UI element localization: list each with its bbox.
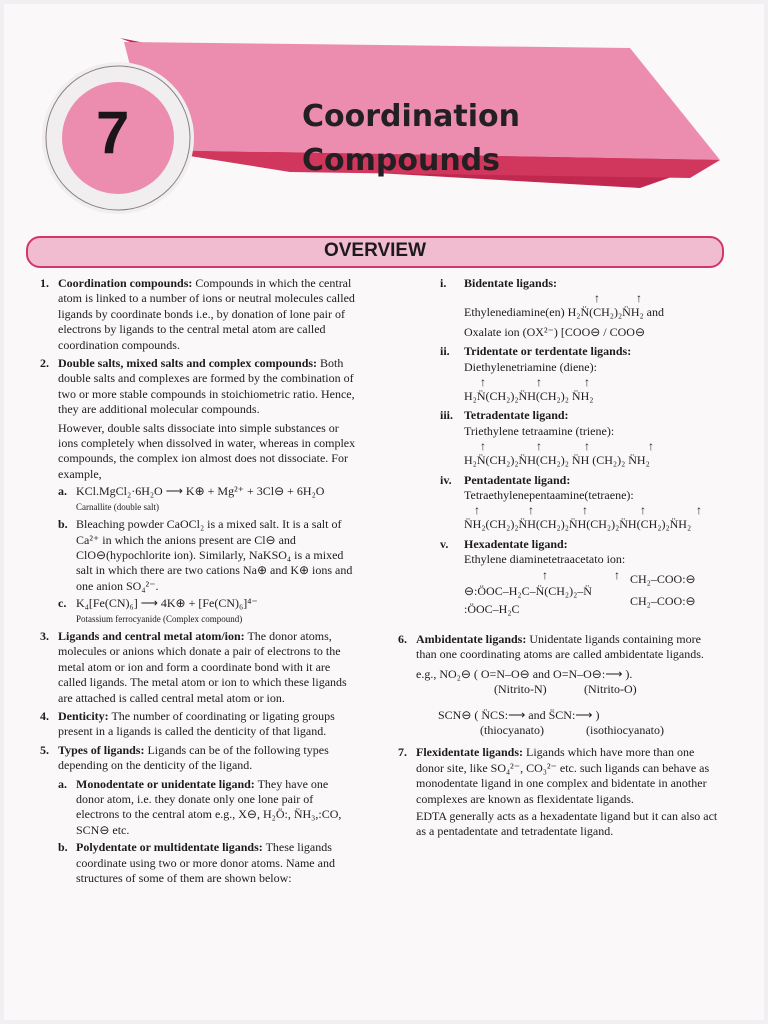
item-text: The donor atoms, molecules or anions which donate a pair of electrons to the metal atom or ion and form a coordinate bond with it are called ligands. The metal atom or ion to which these ligands are attached is called central metal atom or ion. (58, 628, 347, 705)
list-item-denticity (40, 709, 358, 740)
ligand-heading: Tridentate or terdentate ligands: (464, 344, 632, 359)
up-arrow-icon: ↑ (696, 503, 702, 518)
up-arrow-icon: ↑ (584, 375, 590, 390)
list-item-coordination-compounds (40, 276, 358, 353)
ligand-name: Triethylene tetraamine (triene): (464, 423, 615, 438)
list-item-flexidentate (398, 745, 722, 839)
nitrite-labels (416, 682, 722, 698)
ligand-name: Ethylene diaminetetraacetato ion: (464, 552, 626, 567)
item-heading: Double salts, mixed salts and complex compounds: (58, 356, 318, 371)
item-number: 2. (40, 356, 49, 371)
item-heading: Coordination compounds: (58, 276, 193, 290)
sub-number: c. (58, 596, 67, 611)
formula-tetraene: N̈H₂(CH₂)₂N̈H(CH₂)₂N̈H(CH₂)₂N̈H(CH₂)₂N̈H₂ (464, 517, 692, 532)
sub-item-c-ferrocyanide (40, 596, 358, 627)
up-arrow-icon: ↑ (636, 291, 642, 306)
list-item-double-salts (40, 356, 358, 418)
chapter-number: 7 (96, 99, 130, 166)
chapter-title (302, 95, 520, 183)
left-column (40, 276, 358, 888)
sub-number: b. (58, 517, 68, 532)
ligand-heading: Tetradentate ligand: (464, 408, 569, 423)
item-number: 1. (40, 276, 49, 290)
sub-item-monodentate (40, 777, 358, 839)
up-arrow-icon: ↑ (594, 291, 600, 306)
sub-item-b-bleaching-powder (40, 517, 358, 594)
edta-part: CH₂–COO:⊖ (630, 571, 696, 586)
item-number: 6. (398, 631, 407, 646)
list-item-ligands (40, 629, 358, 706)
up-arrow-icon: ↑ (542, 567, 548, 582)
roman-number: i. (440, 276, 447, 290)
ligand-name: Diethylenetriamine (diene): (464, 359, 597, 374)
ligand-heading: Hexadentate ligand: (464, 536, 568, 551)
sub-text: These ligands coordinate using two or more donor atoms. Name and structures of some of them are shown below: (76, 840, 335, 886)
ligand-tridentate (398, 344, 722, 404)
roman-number: iii. (440, 408, 454, 423)
ligand-hexadentate (398, 537, 722, 626)
ligand-name: Tetraethylenepentaamine(tetraene): (464, 488, 634, 503)
item-heading: Types of ligands: (58, 742, 145, 757)
ligand-tetradentate (398, 408, 722, 468)
edta-part: :ÖOC–H₂C (464, 601, 520, 616)
sub-item-polydentate (40, 840, 358, 886)
formula-oxalate: Oxalate ion (OX²⁻) [COO⊖ / COO⊖ (464, 324, 646, 339)
roman-number: v. (440, 536, 449, 551)
formula: K₄[Fe(CN)₆] ⟶ 4K⊕ + [Fe(CN)₆]⁴⁻ (76, 596, 258, 611)
sub-number: a. (58, 484, 67, 499)
sub-item-a-carnallite (40, 484, 358, 515)
roman-number: iv. (440, 472, 452, 487)
label-nitrito-o: (Nitrito-O) (584, 681, 637, 696)
sub-heading: Polydentate or multidentate ligands: (76, 840, 263, 855)
up-arrow-icon: ↑ (480, 375, 486, 390)
item-number: 4. (40, 708, 49, 723)
formula-caption: Potassium ferrocyanide (Complex compound) (76, 613, 243, 624)
item-heading: Ligands and central metal atom/ion: (58, 628, 245, 643)
edta-structure (464, 568, 722, 626)
list-item-types-of-ligands (40, 743, 358, 774)
item-text: Ligands which have more than one donor site, like SO₄²⁻, CO₃²⁻ etc. such ligands can behave as monodentate ligand in one complex and bidentate in another complexes are known as flexidentate ligands. (416, 745, 710, 806)
up-arrow-icon: ↑ (640, 503, 646, 518)
edta-part: CH₂–COO:⊖ (630, 593, 696, 608)
coordination-arrows (464, 291, 722, 306)
sub-number: b. (58, 840, 68, 855)
ligand-heading: Bidentate ligands: (464, 276, 558, 290)
paragraph-edta: EDTA generally acts as a hexadentate ligand but it can also act as a pentadentate and tetradentate ligand. (416, 808, 718, 839)
label-isothiocyanato: (isothiocyanato) (586, 723, 664, 738)
paragraph-however: However, double salts dissociate into simple substances or ions completely when dissolved in water, whereas in complex compounds, the complex ion almost does not dissociate. For example, (58, 420, 356, 481)
up-arrow-icon: ↑ (648, 439, 654, 454)
up-arrow-icon: ↑ (474, 503, 480, 518)
thiocyanate-labels (416, 723, 722, 739)
sub-heading: Monodentate or unidentate ligand: (76, 776, 255, 791)
coordination-arrows (464, 375, 722, 390)
overview-heading: OVERVIEW (323, 240, 427, 261)
ligand-bidentate (398, 276, 722, 340)
edta-part: ⊖:ÖOC–H₂C–N̈(CH₂)₂–N̈ (464, 583, 592, 598)
item-number: 7. (398, 745, 407, 760)
formula-diene: H₂N̈(CH₂)₂N̈H(CH₂)₂ N̈H₂ (464, 389, 594, 404)
formula-caption: Carnallite (double salt) (76, 501, 159, 512)
roman-number: ii. (440, 344, 450, 359)
thiocyanate-example: SCN⊖ ( N̈CS:⟶ and S̈CN:⟶ ) (438, 707, 600, 722)
formula-triene: H₂N̈(CH₂)₂N̈H(CH₂)₂ N̈H (CH₂)₂ N̈H₂ (464, 453, 650, 468)
sub-text: They have one donor atom, i.e. they donate only one lone pair of electrons to the central atom e.g., X⊖, H₂Ö:, N̈H₃,:CO, SCN⊖ etc. (76, 776, 342, 837)
formula-ethylenediamine: Ethylenediamine(en) H₂N̈(CH₂)₂N̈H₂ and (464, 305, 665, 320)
ligand-pentadentate (398, 473, 722, 533)
coordination-arrows (464, 503, 722, 518)
item-text: Both double salts and complexes are formed by the combination of two or more stable compounds in stoichiometric ratio. Hence, they are additional molecular compounds. (58, 356, 355, 417)
chapter-title-line2: Compounds (302, 143, 501, 178)
item-heading: Ambidentate ligands: (416, 631, 527, 646)
up-arrow-icon: ↑ (536, 375, 542, 390)
item-text: Ligands can be of the following types depending on the denticity of the ligand. (58, 742, 329, 773)
chapter-title-line1: Coordination (302, 99, 520, 134)
item-number: 3. (40, 628, 49, 643)
sub-text: Bleaching powder CaOCl₂ is a mixed salt. It is a salt of Ca²⁺ in which the anions present are Cl⊖ and ClO⊖(hypochlorite ion). Similarly, NaKSO₄ is a mixed salt in which there are two cations Na⊕ and K⊕ ions and one anion SO₄²⁻. (76, 517, 353, 593)
right-column (398, 276, 722, 840)
up-arrow-icon: ↑ (582, 503, 588, 518)
item-text: The number of coordinating or ligating groups present in a ligands is called the denticity of that ligand. (58, 708, 335, 739)
item-text: Unidentate ligands containing more than one coordinating atoms are called ambidentate ligands. (416, 631, 704, 662)
overview-bar (26, 236, 724, 268)
up-arrow-icon: ↑ (614, 567, 620, 582)
up-arrow-icon: ↑ (480, 439, 486, 454)
up-arrow-icon: ↑ (536, 439, 542, 454)
item-heading: Flexidentate ligands: (416, 745, 523, 760)
label-nitrito-n: (Nitrito-N) (494, 681, 547, 696)
ligand-heading: Pentadentate ligand: (464, 472, 571, 487)
label-thiocyanato: (thiocyanato) (480, 723, 544, 738)
item-heading: Denticity: (58, 708, 109, 723)
up-arrow-icon: ↑ (528, 503, 534, 518)
up-arrow-icon: ↑ (584, 439, 590, 454)
list-item-ambidentate (398, 632, 722, 740)
coordination-arrows (464, 439, 722, 454)
item-number: 5. (40, 742, 49, 757)
sub-number: a. (58, 776, 67, 791)
item-text: Compounds in which the central atom is linked to a number of ions or neutral molecules called ligands by coordinate bonds i.e., by donation of lone pair of electrons by ligands to the central metal atom are called coordination compounds. (58, 276, 355, 352)
formula: KCl.MgCl₂·6H₂O ⟶ K⊕ + Mg²⁺ + 3Cl⊖ + 6H₂O (76, 484, 325, 499)
nitrite-example: e.g., NO₂⊖ ( O=N–O⊖ and O=N–O⊖:⟶ ). (416, 666, 633, 681)
